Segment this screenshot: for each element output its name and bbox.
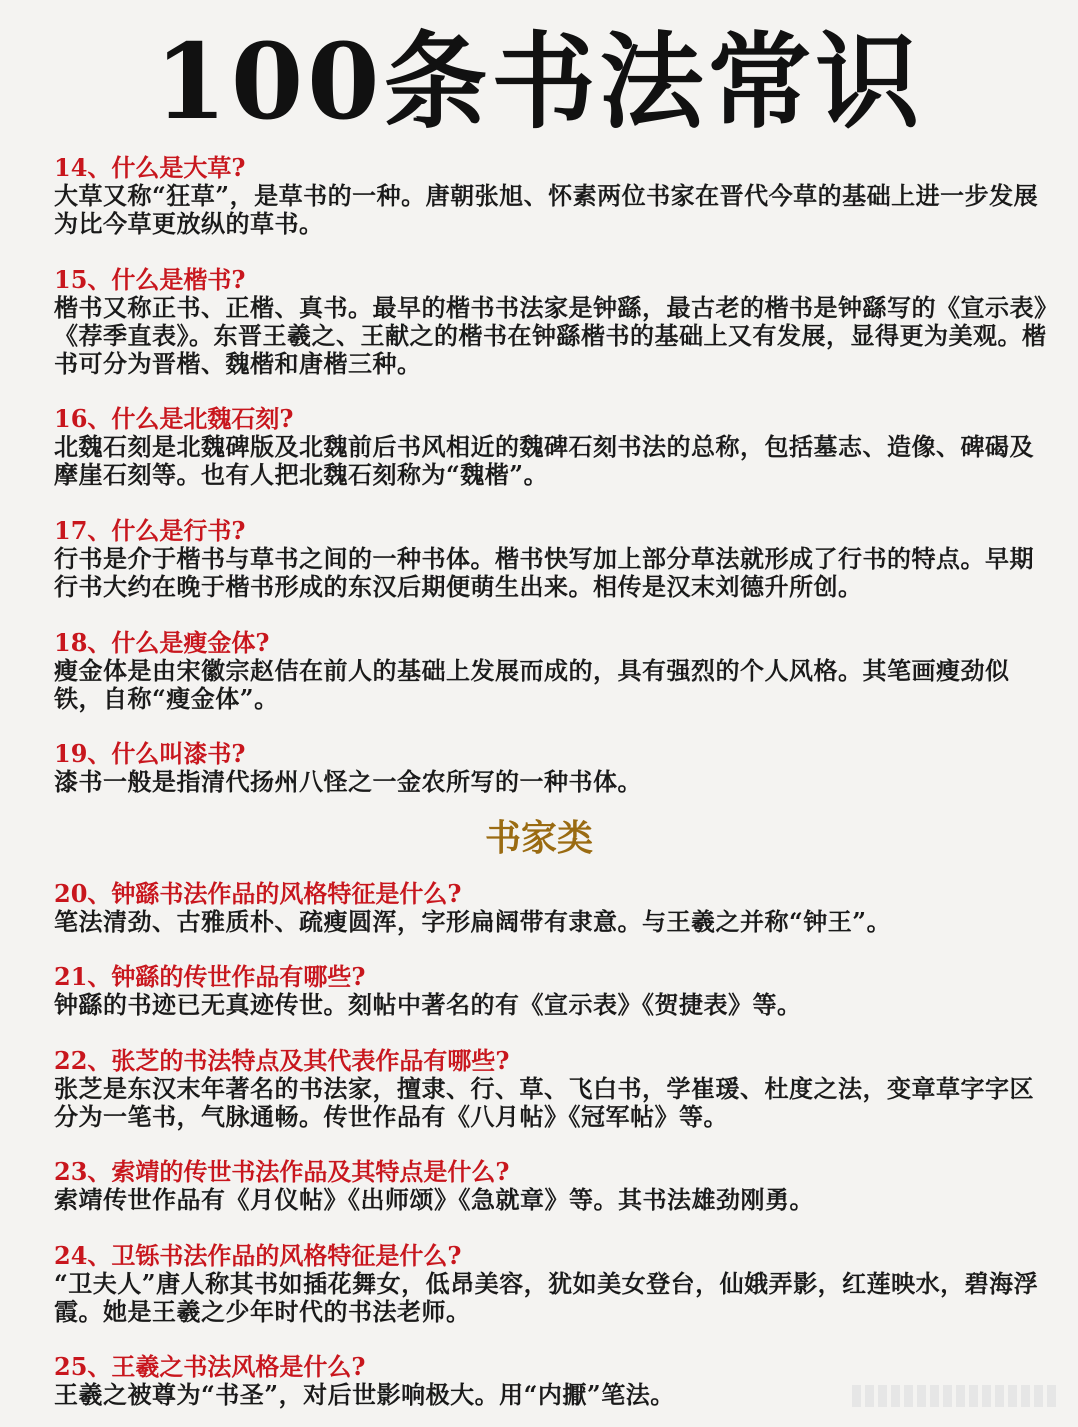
list-item: [54, 405, 1054, 489]
list-item: [54, 880, 1054, 936]
list-item: [54, 1158, 1054, 1214]
section-heading: 书家类: [484, 817, 593, 859]
question: 15、什么是楷书?: [54, 265, 246, 294]
question: 18、什么是瘦金体?: [54, 628, 270, 657]
question: 19、什么叫漆书?: [54, 739, 246, 768]
answer: 王羲之被尊为“书圣”，对后世影响极大。用“内擫”笔法。: [54, 1380, 675, 1409]
answer: “卫夫人”唐人称其书如插花舞女，低昂美容，犹如美女登台，仙娥弄影，红莲映水，碧海浮霞。她是王羲之少年时代的书法老师。: [54, 1269, 1039, 1326]
answer: 大草又称“狂草”，是草书的一种。唐朝张旭、怀素两位书家在晋代今草的基础上进一步发展为比今草更放纵的草书。: [54, 181, 1039, 238]
question: 16、什么是北魏石刻?: [54, 404, 294, 433]
question: 14、什么是大草?: [54, 153, 246, 182]
list-item: [54, 154, 1054, 238]
answer: 钟繇的书迹已无真迹传世。刻帖中著名的有《宣示表》《贺捷表》等。: [54, 990, 802, 1019]
answer: 瘦金体是由宋徽宗赵佶在前人的基础上发展而成的，具有强烈的个人风格。其笔画瘦劲似铁，自称“瘦金体”。: [54, 656, 1010, 713]
question: 20、钟繇书法作品的风格特征是什么?: [54, 879, 462, 908]
list-item: [54, 963, 1054, 1019]
watermark-bars-icon: [852, 1385, 1056, 1407]
question: 25、王羲之书法风格是什么?: [54, 1352, 366, 1381]
list-item: [54, 266, 1054, 378]
question: 21、钟繇的传世作品有哪些?: [54, 962, 366, 991]
question: 17、什么是行书?: [54, 516, 246, 545]
answer: 行书是介于楷书与草书之间的一种书体。楷书快写加上部分草法就形成了行书的特点。早期行书大约在晚于楷书形成的东汉后期便萌生出来。相传是汉末刘德升所创。: [54, 544, 1034, 601]
list-item: [54, 1242, 1054, 1326]
list-item: [54, 517, 1054, 601]
answer: 楷书又称正书、正楷、真书。最早的楷书书法家是钟繇，最古老的楷书是钟繇写的《宣示表》《荐季直表》。东晋王羲之、王献之的楷书在钟繇楷书的基础上又有发展，显得更为美观。楷书可分为晋楷、魏楷和唐楷三种。: [54, 293, 1047, 378]
answer: 笔法清劲、古雅质朴、疏瘦圆浑，字形扁阔带有隶意。与王羲之并称“钟王”。: [54, 907, 892, 936]
list-item: [54, 629, 1054, 713]
question: 22、张芝的书法特点及其代表作品有哪些?: [54, 1046, 510, 1075]
list-item: [54, 740, 1054, 796]
answer: 北魏石刻是北魏碑版及北魏前后书风相近的魏碑石刻书法的总称，包括墓志、造像、碑碣及摩崖石刻等。也有人把北魏石刻称为“魏楷”。: [54, 432, 1034, 489]
question: 24、卫铄书法作品的风格特征是什么?: [54, 1241, 462, 1270]
question: 23、索靖的传世书法作品及其特点是什么?: [54, 1157, 510, 1186]
answer: 张芝是东汉末年著名的书法家，擅隶、行、草、飞白书，学崔瑗、杜度之法，变章草字字区分为一笔书，气脉通畅。传世作品有《八月帖》《冠军帖》等。: [54, 1074, 1034, 1131]
answer: 索靖传世作品有《月仪帖》《出师颂》《急就章》等。其书法雄劲刚勇。: [54, 1185, 814, 1214]
list-item: [54, 1047, 1054, 1131]
answer: 漆书一般是指清代扬州八怪之一金农所写的一种书体。: [54, 767, 642, 796]
page-title: 100条书法常识: [154, 20, 924, 143]
